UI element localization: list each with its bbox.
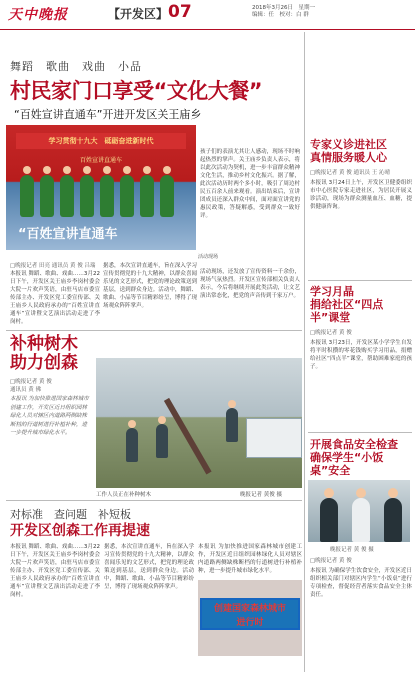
stage-banner: 学习贯彻十九大 砥砺奋进新时代 [16, 133, 186, 149]
performer-figure [80, 175, 94, 217]
lead-body-mid [103, 262, 197, 357]
tree-trunk [164, 398, 212, 475]
sidebar-story2-title: 学习月晶 捐给社区“四点半”课堂 [310, 285, 384, 324]
lead-body-mid-text: 据悉，本次宣讲直通车，旨在深入学习宣传贯彻党的十九大精神，以群众喜闻乐见的文艺形式，把党的理论政策送到基层，送到群众身边。活动中，舞蹈、歌曲、小品等节目精彩纷呈，博得了现场观众阵阵掌声。 [103, 263, 197, 309]
sidebar-story2 [310, 285, 412, 449]
lead-photo [6, 125, 196, 250]
performer-figure [100, 175, 114, 217]
lead-body-left [10, 262, 100, 337]
sidebar-story1-title: 专家义诊进社区 真情服务暖人心 [310, 138, 387, 164]
section-divider [6, 500, 302, 501]
performer-figure [20, 175, 34, 217]
lead-byline: □晚报记者 田亮 通讯员 黄 俊 吕瑞 [10, 263, 96, 269]
story3-body-left [10, 543, 100, 673]
page-number: 07 [168, 2, 192, 22]
performer-figure [120, 175, 134, 217]
sidebar-story3-body: 本报讯 为确保学生饮食安全，开发区近日组织相关部门对辖区内学生“小饭桌”进行专项检查，督促经营者落实食品安全主体责任。 [310, 568, 412, 598]
story2-headline: 补种树木 助力创森 [10, 334, 78, 373]
tree-photo-caption: 工作人员正在补种树木 [96, 492, 152, 498]
worker-figure [226, 408, 238, 442]
lead-photo-caption: 活动现场 [198, 254, 219, 260]
forest-city-sign [200, 598, 300, 630]
masthead-divider [0, 29, 415, 30]
performer-figure [160, 175, 174, 217]
sidebar-story3-title: 开展食品安全检查 确保学生“小饭桌”安全 [310, 438, 398, 477]
story3-headline: 开发区创森工作再提速 [10, 523, 150, 539]
performer-figure [40, 175, 54, 217]
section-divider [308, 280, 412, 281]
newspaper-logo: 天中晚报 [8, 7, 68, 23]
stage-overlay-text: “百姓宣讲直通车 [18, 227, 118, 242]
worker-figure [156, 424, 168, 458]
story2-body: 本报讯 为加快推进国家森林城市创建工作，开发区近日组织园林绿化人员对辖区内道路两侧缺株断档的行道树进行补植补种，进一步提升城市绿化水平。 [10, 396, 89, 436]
editor-credits: 编辑：任 校对：白 群 [252, 12, 309, 18]
sidebar-story1 [310, 138, 412, 269]
lead-body-left-text: 本报讯 舞蹈、歌曲、戏曲……3月22日下午，开发区关王庙乡李岗村委会大院一片欢声笑语，由驻马店市委宣传部主办、开发区党工委宣传部、关王庙乡人民政府承办的“百姓宣讲直通车”宣讲暨文艺演出活动走进了李岗村。 [10, 271, 100, 325]
story2-byline: □晚报记者 黄 俊 通讯员 黄 佛 [10, 379, 52, 393]
sidebar-story1-body: 本报讯 3月24日上午，开发区卫健委组织市中心医院专家走进社区，为居民开展义诊活动，现场为群众测量血压、血糖，提供健康咨询。 [310, 180, 412, 210]
lead-body-right-text: 孩子们的表演尤其让人感动，现场不时响起热烈的掌声。关王庙乡负责人表示，将以此次活动为契机，进一步丰富群众精神文化生活，推动乡村文化振兴。据了解，此次活动历时两个多小时，吸引了周边村民五百余人前来观看。演出结束后，宣讲团成员还深入群众中间，面对面宣讲党的惠民政策，答疑解惑，受到群众一致好评。 [200, 149, 300, 219]
person-figure [320, 498, 338, 542]
masthead-meta [252, 5, 412, 19]
performer-figure [140, 175, 154, 217]
stage-subtitle: 百姓宣讲直通车 [79, 157, 122, 164]
sidebar-photo-caption: 晚报记者 黄 俊 摄 [330, 547, 374, 553]
story3-body-right-text: 本报讯 为加快推进国家森林城市创建工作，开发区近日组织园林绿化人员对辖区内道路两侧缺株断档的行道树进行补植补种，进一步提升城市绿化水平。 [198, 544, 302, 574]
section-divider [308, 432, 412, 433]
story3-body-right [198, 543, 302, 577]
sidebar-story2-byline: □晚报记者 黄 俊 [310, 330, 352, 336]
utility-truck [246, 418, 302, 458]
lead-body-right2-text: 活动现场，还发放了宣传资料一千余份，现场气氛热烈。开发区宣传部相关负责人表示，今后将继续开展此类活动，让文艺演出常态化，把党的声音传到千家万户。 [200, 269, 300, 299]
food-safety-photo [308, 480, 410, 542]
sidebar-story2-body: 本报讯 3月23日，开发区某小学学生自发将平时积攒的零花钱购买学习用品，捐赠给社区“四点半”课堂，帮助困难家庭的孩子。 [310, 340, 412, 370]
performer-figure [60, 175, 74, 217]
issue-date: 2018年3月26日 星期一 [252, 5, 315, 11]
column-divider [304, 32, 305, 672]
sidebar-story3-head [310, 438, 412, 477]
sidebar-story3-byline: □晚报记者 黄 俊 [310, 558, 352, 564]
story3-body-left-text: 本报讯 舞蹈、歌曲、戏曲……3月22日下午，开发区关王庙乡李岗村委会大院一片欢声笑语，由驻马店市委宣传部主办、开发区党工委宣传部、关王庙乡人民政府承办的“百姓宣讲直通车”宣讲暨文艺演出活动走进了李岗村。 [10, 544, 100, 598]
forest-city-sign-photo [198, 580, 302, 656]
tree-planting-photo [96, 358, 302, 488]
lead-kicker: 舞蹈 歌曲 戏曲 小品 [10, 60, 142, 73]
lead-headline: 村民家门口享受“文化大餐” [10, 79, 263, 103]
sign-line-2: 进行时 [236, 618, 264, 628]
sidebar-story3 [310, 556, 412, 675]
tree-photo-credit: 晚报记者 黄俊 摄 [240, 492, 282, 498]
lead-deck: “百姓宣讲直通车”开进开发区关王庙乡 [14, 108, 202, 121]
person-figure [352, 498, 370, 542]
sign-line-1: 创建国家森林城市 [213, 604, 286, 614]
sidebar-story1-byline: □晚报记者 黄 俊 通讯员 王 沁晴 [310, 170, 390, 176]
story3-body-mid-text: 据悉，本次宣讲直通车，旨在深入学习宣传贯彻党的十九大精神，以群众喜闻乐见的文艺形式，把党的理论政策送到基层，送到群众身边。活动中，舞蹈、歌曲、小品等节目精彩纷呈，博得了现场观众阵阵掌声。 [104, 544, 194, 590]
story3-kicker: 对标准 查问题 补短板 [10, 508, 131, 521]
person-figure [384, 498, 402, 542]
story3-body-mid [104, 543, 194, 673]
section-divider [6, 330, 302, 331]
section-tag: 【开发区】 [108, 7, 169, 21]
worker-figure [126, 428, 138, 462]
